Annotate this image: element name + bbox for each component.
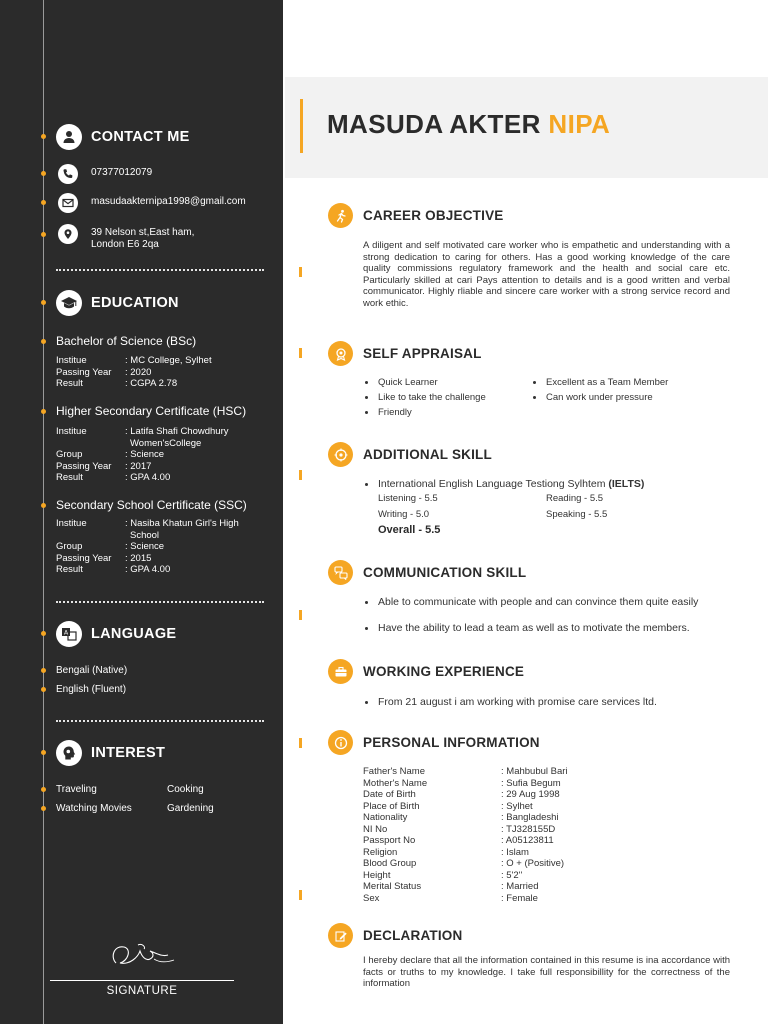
signature-line (50, 980, 234, 981)
contact-heading-label: CONTACT ME (91, 129, 190, 145)
additional-skill-heading (328, 442, 492, 467)
working-experience-title: WORKING EXPERIENCE (363, 664, 525, 679)
self-appraisal-item: Can work under pressure (531, 392, 653, 403)
communication-item: Have the ability to lead a team as well as to motivate the members. (363, 622, 723, 634)
language-item: English (Fluent) (56, 684, 127, 695)
table-row (363, 789, 568, 801)
pi-value: : Islam (501, 846, 529, 858)
pi-value: : 29 Aug 1998 (501, 789, 560, 800)
timeline-tick (299, 470, 302, 480)
timeline-dot (41, 750, 46, 755)
pi-value: : O + (Positive) (501, 858, 565, 869)
pencil-icon (328, 923, 353, 948)
timeline-tick (299, 610, 302, 620)
edu-key: Institue (56, 355, 87, 366)
name-header (285, 77, 768, 178)
edu-value: School (130, 529, 160, 541)
address (91, 224, 194, 250)
pi-key: Place of Birth (363, 800, 420, 812)
interest-item: Traveling (56, 784, 97, 795)
table-row (363, 812, 568, 824)
envelope-icon (58, 193, 78, 213)
pi-key: Father's Name (363, 766, 426, 777)
pi-key: Mother's Name (363, 777, 428, 789)
ielts-speaking: Speaking - 5.5 (546, 509, 608, 520)
education-title-bsc: Bachelor of Science (BSc) (56, 334, 197, 348)
phone-icon (58, 164, 78, 184)
pi-value: : Sufia Begum (501, 777, 561, 789)
timeline-dot (41, 171, 46, 176)
head-brain-icon (56, 740, 82, 766)
timeline-dot (41, 232, 46, 237)
svg-text:A: A (64, 629, 69, 637)
interest-heading (56, 740, 165, 766)
pi-value: : Sylhet (501, 800, 533, 812)
edu-key: Passing Year (56, 366, 112, 378)
edu-key: Passing Year (56, 552, 112, 564)
edu-value: : Latifa Shafi Chowdhury (125, 426, 229, 437)
self-appraisal-item: Like to take the challenge (363, 392, 486, 403)
declaration-title: DECLARATION (363, 928, 463, 943)
interest-heading-label: INTEREST (91, 745, 166, 761)
edu-value: : 2020 (125, 366, 152, 378)
timeline-dot (41, 787, 46, 792)
table-row (363, 858, 568, 870)
self-appraisal-item: Excellent as a Team Member (531, 377, 668, 388)
divider (56, 269, 264, 271)
edu-key (56, 530, 125, 542)
self-appraisal-item: Friendly (363, 407, 412, 418)
ielts-abbreviation: (IELTS) (608, 478, 645, 490)
contact-heading (56, 124, 190, 150)
edu-key: Institue (56, 426, 87, 437)
edu-key: Group (56, 449, 83, 460)
timeline-dot (41, 806, 46, 811)
name-accent-bar (300, 99, 303, 153)
table-row (363, 847, 568, 859)
timeline-dot (41, 631, 46, 636)
education-title-ssc: Secondary School Certificate (SSC) (56, 498, 247, 512)
pi-key: Sex (363, 892, 380, 904)
target-icon (328, 442, 353, 467)
timeline-dot (41, 200, 46, 205)
edu-key (56, 438, 125, 450)
signature-image (50, 935, 234, 971)
translate-icon (56, 621, 82, 647)
edu-value: : GPA 4.00 (125, 472, 171, 483)
runner-icon (328, 203, 353, 228)
communication-skill-title: COMMUNICATION SKILL (363, 565, 527, 580)
divider (56, 601, 264, 603)
table-row (363, 824, 568, 836)
speech-icon (328, 560, 353, 585)
education-heading (56, 290, 179, 316)
badge-icon (328, 341, 353, 366)
ielts-listening: Listening - 5.5 (378, 493, 438, 504)
timeline-tick (299, 348, 302, 358)
communication-skill-heading (328, 560, 526, 585)
info-icon (328, 730, 353, 755)
timeline-dot (41, 300, 46, 305)
edu-key: Group (56, 541, 83, 552)
interest-item: Cooking (167, 784, 204, 795)
timeline-tick (299, 890, 302, 900)
content-timeline (300, 80, 301, 1024)
user-icon (56, 124, 82, 150)
pi-key: Nationality (363, 812, 408, 823)
edu-key: Passing Year (56, 460, 112, 472)
table-row (363, 835, 568, 847)
career-objective-title: CAREER OBJECTIVE (363, 208, 504, 223)
pi-key: Blood Group (363, 858, 417, 869)
education-details-bsc (56, 355, 275, 390)
edu-key: Result (56, 564, 83, 575)
ielts-description: International English Language Testiong Sylhtem (378, 478, 606, 490)
ielts-reading: Reading - 5.5 (546, 493, 604, 504)
pi-key: Passport No (363, 835, 416, 846)
education-details-ssc (56, 518, 275, 576)
pi-value: : Mahbubul Bari (501, 766, 568, 777)
timeline-tick (299, 267, 302, 277)
email-address: masudaakternipa1998@gmail.com (91, 196, 246, 207)
timeline-dot (41, 339, 46, 344)
career-objective-heading (328, 203, 503, 228)
ielts-writing: Writing - 5.0 (378, 509, 430, 520)
timeline-dot (41, 503, 46, 508)
pi-key: Date of Birth (363, 789, 416, 800)
self-appraisal-heading (328, 341, 482, 366)
edu-value: Women'sCollege (130, 437, 202, 449)
graduation-cap-icon (56, 290, 82, 316)
timeline-dot (41, 134, 46, 139)
declaration-text: I hereby declare that all the information contained in this resume is ina accordance with facts or truths to my knowledge. I take full responsibillity for the correctness of the information (363, 955, 730, 989)
edu-value: : Science (125, 541, 165, 552)
pi-value: : Married (501, 881, 539, 892)
personal-information-table (363, 766, 568, 904)
declaration-heading (328, 923, 462, 948)
edu-key: Result (56, 472, 83, 483)
edu-value: : 2015 (125, 552, 152, 564)
education-heading-label: EDUCATION (91, 295, 179, 311)
self-appraisal-item: Quick Learner (363, 377, 438, 388)
language-item: Bengali (Native) (56, 665, 128, 676)
edu-value: : Nasiba Khatun Girl's High (125, 518, 239, 529)
edu-value: : GPA 4.00 (125, 564, 171, 575)
personal-information-heading (328, 730, 540, 755)
additional-skill-title: ADDITIONAL SKILL (363, 447, 492, 462)
last-name: NIPA (548, 109, 611, 139)
contact-phone (58, 164, 152, 184)
language-heading (56, 621, 176, 647)
pi-value: : 5'2'' (501, 869, 523, 881)
pi-key: NI No (363, 823, 388, 835)
interest-item: Watching Movies (56, 803, 132, 814)
pi-key: Height (363, 869, 391, 881)
pi-value: : TJ328155D (501, 823, 556, 835)
personal-information-title: PERSONAL INFORMATION (363, 735, 540, 750)
full-name (327, 109, 610, 140)
table-row (363, 893, 568, 905)
table-row (363, 766, 568, 778)
education-title-hsc: Higher Secondary Certificate (HSC) (56, 404, 247, 418)
sidebar (0, 0, 283, 1024)
table-row (363, 881, 568, 893)
career-objective-text: A diligent and self motivated care worker who is empathetic and understanding with a strong dedication to caring for others. Has a good working knowledge of the care quality commissions regulatory framework and the health and social care etc. Particularly skilled at cari Pays attention to details and is a good written and verbal communicator. Highly rliable and sincere care worker with a strong service record and work ethic. (363, 240, 730, 309)
signature-area (50, 935, 234, 997)
edu-key: Result (56, 378, 83, 389)
signature-label: SIGNATURE (106, 985, 178, 997)
working-experience-heading (328, 659, 524, 684)
sidebar-timeline-line (43, 0, 44, 1024)
pi-value: : A05123811 (501, 835, 554, 846)
education-details-hsc (56, 426, 275, 484)
pi-key: Merital Status (363, 881, 422, 892)
address-line-1: 39 Nelson st,East ham, (91, 227, 195, 238)
experience-item: From 21 august i am working with promise care services ltd. (363, 696, 657, 708)
ielts-overall: Overall - 5.5 (378, 524, 441, 536)
phone-number: 07377012079 (91, 167, 153, 178)
contact-address (58, 224, 194, 250)
timeline-tick (299, 738, 302, 748)
briefcase-icon (328, 659, 353, 684)
pi-key: Religion (363, 846, 398, 858)
self-appraisal-title: SELF APPRAISAL (363, 346, 482, 361)
timeline-dot (41, 409, 46, 414)
edu-value: : 2017 (125, 460, 152, 472)
location-pin-icon (58, 224, 78, 244)
edu-value: : CGPA 2.78 (125, 378, 178, 389)
interest-item: Gardening (167, 803, 214, 814)
address-line-2: London E6 2qa (91, 238, 159, 250)
table-row (363, 870, 568, 882)
edu-key: Institue (56, 518, 87, 529)
ielts-item (363, 478, 644, 490)
edu-value: : MC College, Sylhet (125, 355, 212, 366)
contact-email (58, 193, 246, 213)
timeline-dot (41, 668, 46, 673)
pi-value: : Female (501, 892, 538, 904)
timeline-dot (41, 687, 46, 692)
language-heading-label: LANGUAGE (91, 626, 177, 642)
table-row (363, 801, 568, 813)
divider (56, 720, 264, 722)
pi-value: : Bangladeshi (501, 812, 559, 823)
table-row (363, 778, 568, 790)
communication-item: Able to communicate with people and can convince them quite easily (363, 596, 723, 608)
edu-value: : Science (125, 449, 165, 460)
first-name: MASUDA AKTER (327, 109, 541, 139)
